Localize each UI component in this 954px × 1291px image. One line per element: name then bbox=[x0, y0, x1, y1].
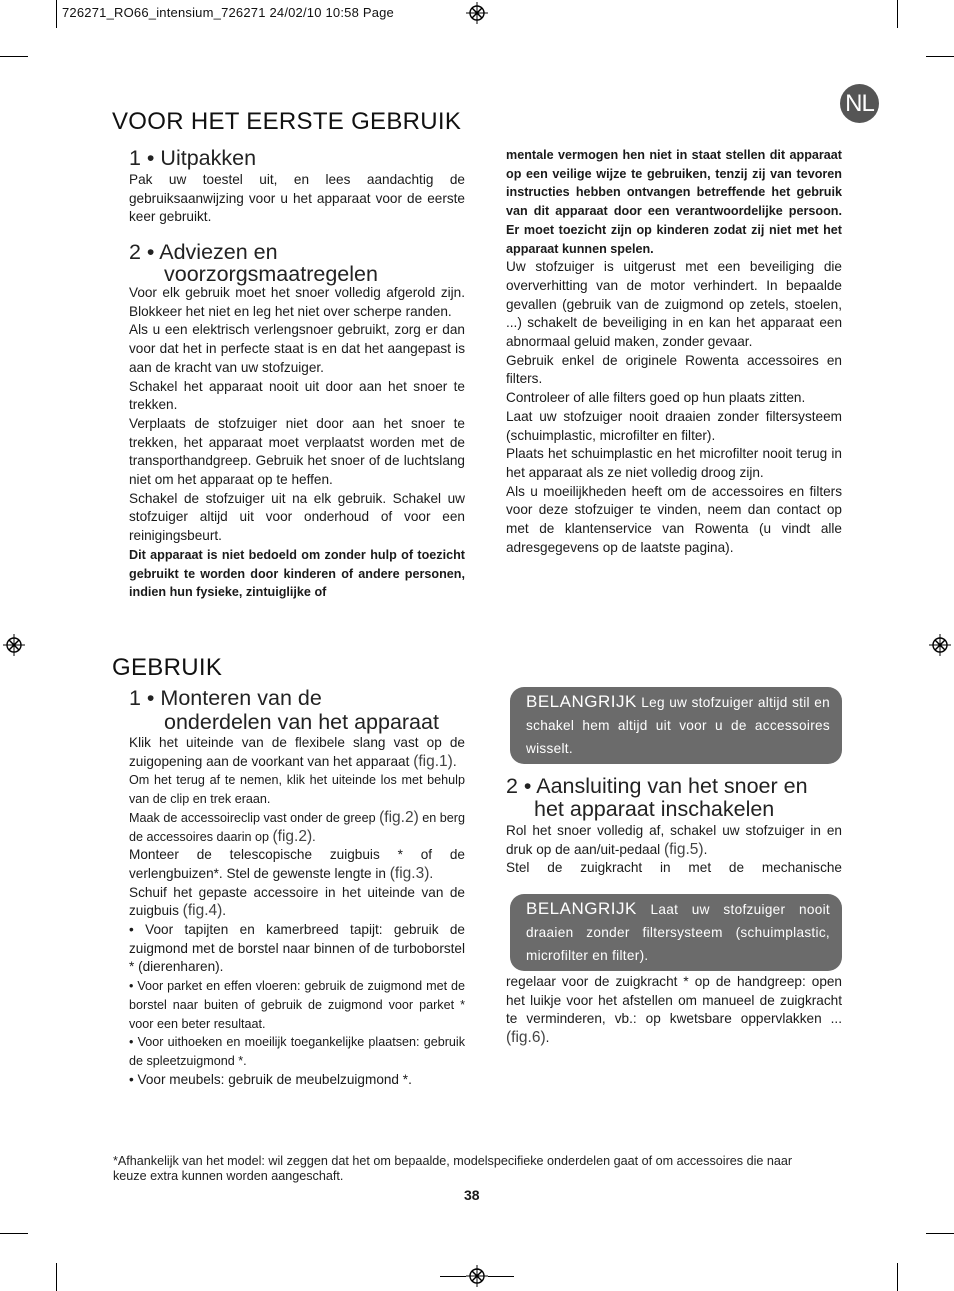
paragraph: Als u een elektrisch verlengsnoer gebruikt, zorg er dan voor dat het in perfecte staat is en dat het aangepast is aan de kracht van uw stofzuiger. bbox=[129, 322, 465, 375]
subsection-title: 1 • Uitpakken bbox=[129, 146, 257, 170]
paragraph: Verplaats de stofzuiger niet door aan het snoer te trekken, het apparaat moet verplaatst worden met de transporthandgreep. Gebruik het snoer of de luchtslang niet om het apparaat op te heffen. bbox=[129, 415, 465, 488]
paragraph-text: Schuif het gepaste accessoire in het uiteinde van de zuigbuis bbox=[129, 884, 465, 919]
registration-mark-icon bbox=[466, 1265, 488, 1287]
paragraph: Schuif het gepaste accessoire in het uiteinde van de zuigbuis (fig.4). bbox=[129, 884, 465, 920]
paragraph: Maak de accessoireclip vast onder de greep (fig.2) en berg de accessoires daarin op (fig.2). bbox=[129, 808, 466, 845]
paragraph: Plaats het schuimplastic en het microfilter nooit terug in het apparaat als ze niet volledig droog zijn. bbox=[506, 446, 842, 480]
figure-reference: (fig.6) bbox=[506, 1029, 546, 1047]
subsection-title-line: 2 • Aansluiting van het snoer en bbox=[506, 774, 808, 798]
registration-mark-icon bbox=[3, 634, 25, 656]
text-column bbox=[129, 171, 465, 227]
text-column bbox=[129, 284, 465, 602]
text-column bbox=[506, 973, 842, 1048]
subsection-title-line: voorzorgsmaatregelen bbox=[164, 262, 378, 286]
paragraph: Gebruik enkel de originele Rowenta accessoires en filters. bbox=[506, 352, 842, 387]
registration-line bbox=[440, 1276, 466, 1277]
subsection-title-line: onderdelen van het apparaat bbox=[164, 710, 439, 734]
section-title: VOOR HET EERSTE GEBRUIK bbox=[112, 108, 462, 135]
paragraph: Controleer of alle filters goed op hun plaats zitten. bbox=[506, 390, 806, 406]
crop-mark bbox=[0, 1233, 28, 1234]
callout-label: BELANGRIJK bbox=[526, 899, 637, 918]
paragraph-text: Monteer de telescopische zuigbuis * of de verlengbuizen*. Stel de gewenste lengte in bbox=[129, 847, 465, 881]
subsection-title-line: het apparaat inschakelen bbox=[534, 797, 775, 821]
bullet-item: • Voor parket en effen vloeren: gebruik de zuigmond met de borstel naar buiten of gebruik de zuigmond voor parket * voor een beter resultaat. bbox=[129, 979, 465, 1031]
figure-reference: (fig.4) bbox=[182, 902, 223, 920]
subsection-title bbox=[129, 686, 439, 734]
crop-mark bbox=[56, 1263, 57, 1291]
paragraph: Laat uw stofzuiger nooit draaien zonder filtersysteem (schuimplastic, microfilter en filter). bbox=[506, 408, 842, 443]
callout-text: Laat uw stofzuiger nooit draaien zonder filtersysteem (schuimplastic, microfilter en filter). bbox=[526, 902, 831, 963]
section-title: GEBRUIK bbox=[112, 654, 223, 681]
crop-mark bbox=[926, 1233, 954, 1234]
callout-text: Leg uw stofzuiger altijd stil en schakel hem altijd uit voor u de accessoires wisselt. bbox=[526, 695, 831, 756]
paragraph-text: en berg de accessoires daarin op bbox=[129, 810, 466, 844]
subsection-title-line: 2 • Adviezen en bbox=[129, 240, 278, 264]
bullet-item: • Voor meubels: gebruik de meubelzuigmond *. bbox=[129, 1071, 412, 1087]
page-number: 38 bbox=[464, 1187, 480, 1203]
crop-mark bbox=[56, 0, 57, 28]
language-badge: NL bbox=[840, 84, 879, 123]
paragraph-text: Maak de accessoireclip vast onder de greep bbox=[129, 810, 376, 825]
registration-line bbox=[488, 1276, 514, 1277]
figure-reference: (fig.1) bbox=[413, 752, 453, 770]
figure-reference: (fig.3) bbox=[389, 864, 430, 882]
crop-mark bbox=[897, 1263, 898, 1291]
paragraph: Monteer de telescopische zuigbuis * of de verlengbuizen*. Stel de gewenste lengte in (fig.3). bbox=[129, 847, 465, 882]
paragraph-text: regelaar voor de zuigkracht * op de handgreep: open het luikje voor het afstellen om manueel de zuigkracht te verminderen, vb.: op kwetsbare oppervlakken ... bbox=[506, 974, 842, 1027]
paragraph: Klik het uiteinde van de flexibele slang vast op de zuigopening aan de voorkant van het apparaat (fig.1). bbox=[129, 735, 465, 770]
bullet-item: • Voor tapijten en kamerbreed tapijt: gebruik de zuigmond met de borstel naar binnen of de turboborstel * (dierenharen). bbox=[129, 922, 465, 975]
footnote: *Afhankelijk van het model: wil zeggen dat het om bepaalde, modelspecifieke onderdelen gaat of om accessoires die naar keuze extra kunnen worden aangeschaft. bbox=[113, 1154, 793, 1183]
warning-paragraph: mentale vermogen hen niet in staat stellen dit apparaat op een veilige wijze te gebruiken, tenzij zij van tevoren instructies hebben ontvangen betreffende het gebruik van dit apparaat door een verantwoordelijke persoon. Er moet toezicht zijn op kinderen zodat zij niet met het apparaat kunnen spelen. bbox=[506, 148, 842, 256]
figure-reference: (fig.5) bbox=[663, 840, 704, 858]
crop-mark bbox=[0, 56, 28, 57]
paragraph-text: Rol het snoer volledig af, schakel uw stofzuiger in en druk op de aan/uit-pedaal bbox=[506, 823, 842, 857]
important-callout bbox=[510, 687, 842, 764]
registration-mark-icon bbox=[929, 634, 951, 656]
paragraph: Als u moeilijkheden heeft om de accessoires en filters voor deze stofzuiger te vinden, neem dan contact op met de klantenservice van Rowenta (u vindt alle adresgegevens op de laatste pagina). bbox=[506, 483, 842, 555]
paragraph: Uw stofzuiger is uitgerust met een beveiliging die oververhitting van de motor verhindert. In bepaalde gevallen (gebruik van de zuigmond op zetels, stoelen, ...) schakelt de beveiliging in en kan het apparaat een abnormaal geluid maken, zonder gevaar. bbox=[506, 259, 842, 350]
warning-paragraph: Dit apparaat is niet bedoeld om zonder hulp of toezicht gebruikt te worden door kinderen of andere personen, indien hun fysieke, zintuiglijke of bbox=[129, 547, 465, 600]
text-column bbox=[506, 822, 842, 878]
important-callout bbox=[510, 894, 842, 971]
print-slug: 726271_RO66_intensium_726271 24/02/10 10:58 Page bbox=[62, 5, 394, 20]
subsection-title-line: 1 • Monteren van de bbox=[129, 686, 322, 710]
paragraph: Om het terug af te nemen, klik het uiteinde los met behulp van de clip en trek eraan. bbox=[129, 773, 465, 807]
figure-reference: (fig.2) bbox=[272, 827, 313, 845]
paragraph: Stel de zuigkracht in met de mechanische bbox=[506, 860, 842, 876]
text-column bbox=[506, 146, 842, 557]
paragraph: Voor elk gebruik moet het snoer volledig afgerold zijn. Blokkeer het niet en leg het niet over scherpe randen. bbox=[129, 285, 465, 319]
paragraph: Rol het snoer volledig af, schakel uw stofzuiger in en druk op de aan/uit-pedaal (fig.5). bbox=[506, 823, 842, 858]
crop-mark bbox=[897, 0, 898, 28]
paragraph: Pak uw toestel uit, en lees aandachtig de gebruiksaanwijzing voor u het apparaat voor de eerste keer gebruikt. bbox=[129, 172, 465, 225]
bullet-item: • Voor uithoeken en moeilijk toegankelijke plaatsen: gebruik de spleetzuigmond *. bbox=[129, 1035, 465, 1068]
paragraph: Schakel het apparaat nooit uit door aan het snoer te trekken. bbox=[129, 378, 465, 413]
paragraph: Schakel de stofzuiger uit na elk gebruik. Schakel uw stofzuiger altijd uit voor onderhoud of voor een reinigingsbeurt. bbox=[129, 490, 465, 544]
callout-label: BELANGRIJK bbox=[526, 692, 637, 711]
figure-reference: (fig.2) bbox=[379, 808, 419, 826]
paragraph-text: Klik het uiteinde van de flexibele slang vast op de zuigopening aan de voorkant van het apparaat bbox=[129, 735, 465, 769]
subsection-title bbox=[129, 241, 378, 285]
crop-mark bbox=[926, 56, 954, 57]
subsection-title bbox=[506, 775, 808, 821]
text-column bbox=[129, 734, 465, 1089]
paragraph: regelaar voor de zuigkracht * op de handgreep: open het luikje voor het afstellen om manueel de zuigkracht te verminderen, vb.: op kwetsbare oppervlakken ... (fig.6). bbox=[506, 974, 842, 1047]
registration-mark-icon bbox=[466, 2, 488, 24]
